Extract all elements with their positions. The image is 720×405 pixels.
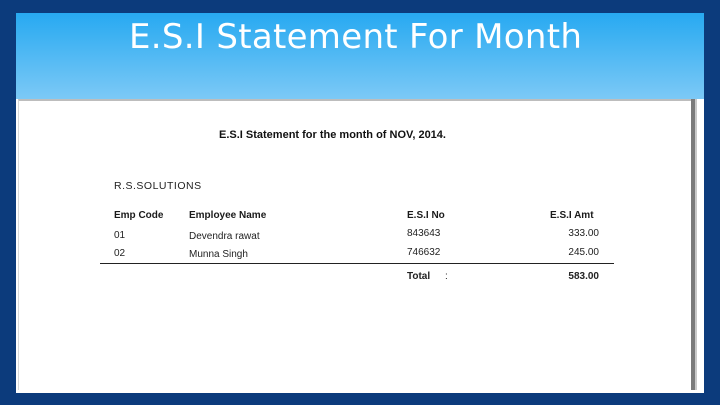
employee-name-cell: Munna Singh bbox=[189, 249, 248, 260]
column-header-employee-name: Employee Name bbox=[189, 210, 267, 221]
total-label: Total bbox=[407, 271, 431, 282]
company-name: R.S.SOLUTIONS bbox=[114, 180, 202, 192]
report-image bbox=[18, 99, 691, 390]
column-header-esi-no: E.S.I No bbox=[407, 210, 445, 221]
slide-title: E.S.I Statement For Month bbox=[129, 17, 583, 57]
employee-name-cell: Devendra rawat bbox=[189, 231, 260, 242]
emp-code-cell: 02 bbox=[114, 248, 126, 259]
emp-code-cell: 01 bbox=[114, 230, 126, 241]
esi-amt-cell: 245.00 bbox=[568, 247, 599, 258]
column-header-esi-amt: E.S.I Amt bbox=[550, 210, 594, 221]
esi-no-cell: 746632 bbox=[407, 247, 441, 258]
report-heading: E.S.I Statement for the month of NOV, 2014. bbox=[219, 129, 446, 141]
title-band bbox=[16, 13, 704, 99]
total-divider bbox=[100, 263, 614, 264]
total-amount: 583.00 bbox=[568, 271, 599, 282]
column-header-emp-code: Emp Code bbox=[114, 210, 164, 221]
total-colon: : bbox=[445, 271, 448, 282]
esi-no-cell: 843643 bbox=[407, 228, 441, 239]
esi-amt-cell: 333.00 bbox=[568, 228, 599, 239]
slide bbox=[16, 13, 704, 393]
